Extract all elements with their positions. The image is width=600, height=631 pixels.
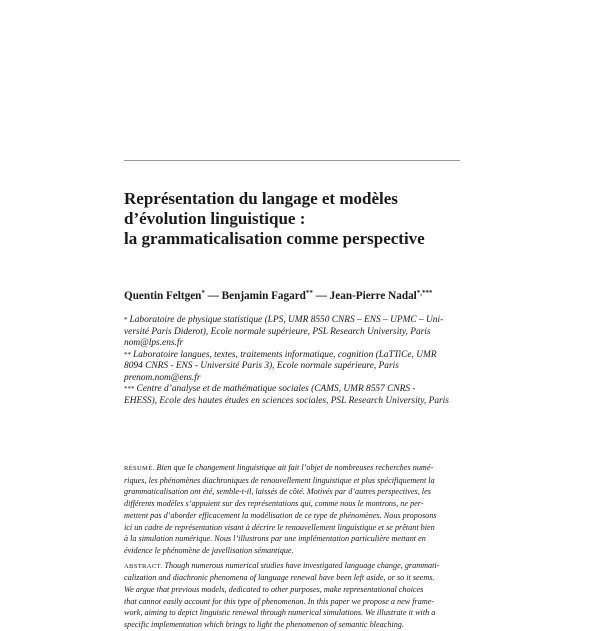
affiliation-line bbox=[124, 384, 462, 396]
affiliation-email: prenom.nom@ens.fr bbox=[124, 372, 201, 383]
author-list bbox=[124, 290, 464, 302]
author-separator: — bbox=[204, 290, 222, 302]
abstract-line: calization and diachronic phenomena of language renewal have been left aside, or so it seems. bbox=[124, 573, 435, 583]
author-mark: ** bbox=[305, 289, 313, 297]
affiliation-text: Laboratoire de physique statistique (LPS, UMR 8550 CNRS – ENS – UPMC – Uni- bbox=[129, 315, 444, 325]
paper-title bbox=[124, 189, 464, 249]
author-mark: *,*** bbox=[416, 289, 433, 297]
title-line: Représentation du langage et modèles bbox=[124, 189, 398, 208]
resume-line: grammaticalisation ont été, semble-t-il, laissés de côté. Motivés par d’autres perspectives, les bbox=[124, 487, 431, 497]
resume-line bbox=[124, 462, 462, 475]
resume-line: différents modèles s’appuient sur des représentations qui, comme nous le montrons, ne per- bbox=[124, 499, 424, 509]
author-name: Benjamin Fagard bbox=[221, 290, 306, 302]
affiliation-2 bbox=[124, 350, 462, 385]
abstract-text: Though numerous numerical studies have investigated language change, grammati- bbox=[164, 560, 440, 570]
abstract-line: that cannot easily account for this type of phenomenon. In this paper we propose a new frame- bbox=[124, 596, 435, 606]
affiliation-line: versité Paris Diderot), École normale supérieure, PSL Research University, Paris bbox=[124, 326, 431, 337]
author-mark: * bbox=[201, 289, 205, 297]
header-rule bbox=[124, 160, 460, 161]
affiliation-text: Centre d’analyse et de mathématique sociales (CAMS, UMR 8557 CNRS - bbox=[136, 384, 416, 394]
abstract-block bbox=[124, 462, 462, 631]
resume-line: mettent pas d’aborder efficacement la modélisation de ce type de phénomènes. Nous proposons bbox=[124, 510, 437, 520]
affiliation-mark: ** bbox=[124, 350, 131, 359]
resume-line: à la simulation numérique. Nous l’illustrons par une implémentation particulière mettant en bbox=[124, 534, 426, 544]
abstract-line: work, aiming to depict linguistic renewal through numerical simulations. We illustrate it with a bbox=[124, 608, 436, 618]
resume-paragraph bbox=[124, 462, 462, 557]
author-separator: — bbox=[312, 290, 330, 302]
abstract-line: We argue that previous models, dedicated to other purposes, make representational choices bbox=[124, 585, 424, 595]
author-name: Jean-Pierre Nadal bbox=[329, 290, 417, 302]
affiliation-line bbox=[124, 315, 462, 327]
affiliation-line bbox=[124, 350, 462, 362]
affiliations bbox=[124, 315, 462, 407]
abstract-line: specific implementation which brings to light the phenomenon of semantic bleaching. bbox=[124, 620, 404, 630]
title-line: d’évolution linguistique : bbox=[124, 209, 306, 228]
affiliation-1 bbox=[124, 315, 462, 350]
affiliation-mark: * bbox=[124, 316, 128, 324]
abstract-label: ABSTRACT. bbox=[124, 562, 163, 570]
title-line: la grammaticalisation comme perspective bbox=[124, 229, 425, 248]
affiliation-text: Laboratoire langues, textes, traitements informatique, cognition (LaTTiCe, UMR bbox=[133, 349, 437, 360]
resume-line: évidence le phénomène de javellisation sémantique. bbox=[124, 545, 294, 555]
resume-text: Bien que le changement linguistique ait fait l’objet de nombreuses recherches numé- bbox=[156, 463, 434, 472]
resume-line: riques, les phénomènes diachroniques de renouvellement linguistique et plus spécifiquement la bbox=[124, 475, 435, 485]
resume-line: ici un cadre de représentation visant à décrire le renouvellement linguistique et se prêtant bien bbox=[124, 522, 435, 532]
author-name: Quentin Feltgen bbox=[124, 290, 202, 302]
affiliation-3 bbox=[124, 384, 462, 407]
affiliation-line: 8094 CNRS - ENS - Université Paris 3), École normale supérieure, Paris bbox=[124, 361, 399, 371]
affiliation-mark: *** bbox=[124, 385, 135, 393]
abstract-line bbox=[124, 560, 462, 573]
affiliation-line: EHESS), École des hautes études en sciences sociales, PSL Research University, Paris bbox=[124, 395, 449, 406]
abstract-paragraph bbox=[124, 560, 462, 631]
affiliation-email: nom@lps.ens.fr bbox=[124, 338, 184, 348]
resume-label: RÉSUMÉ. bbox=[124, 465, 155, 472]
